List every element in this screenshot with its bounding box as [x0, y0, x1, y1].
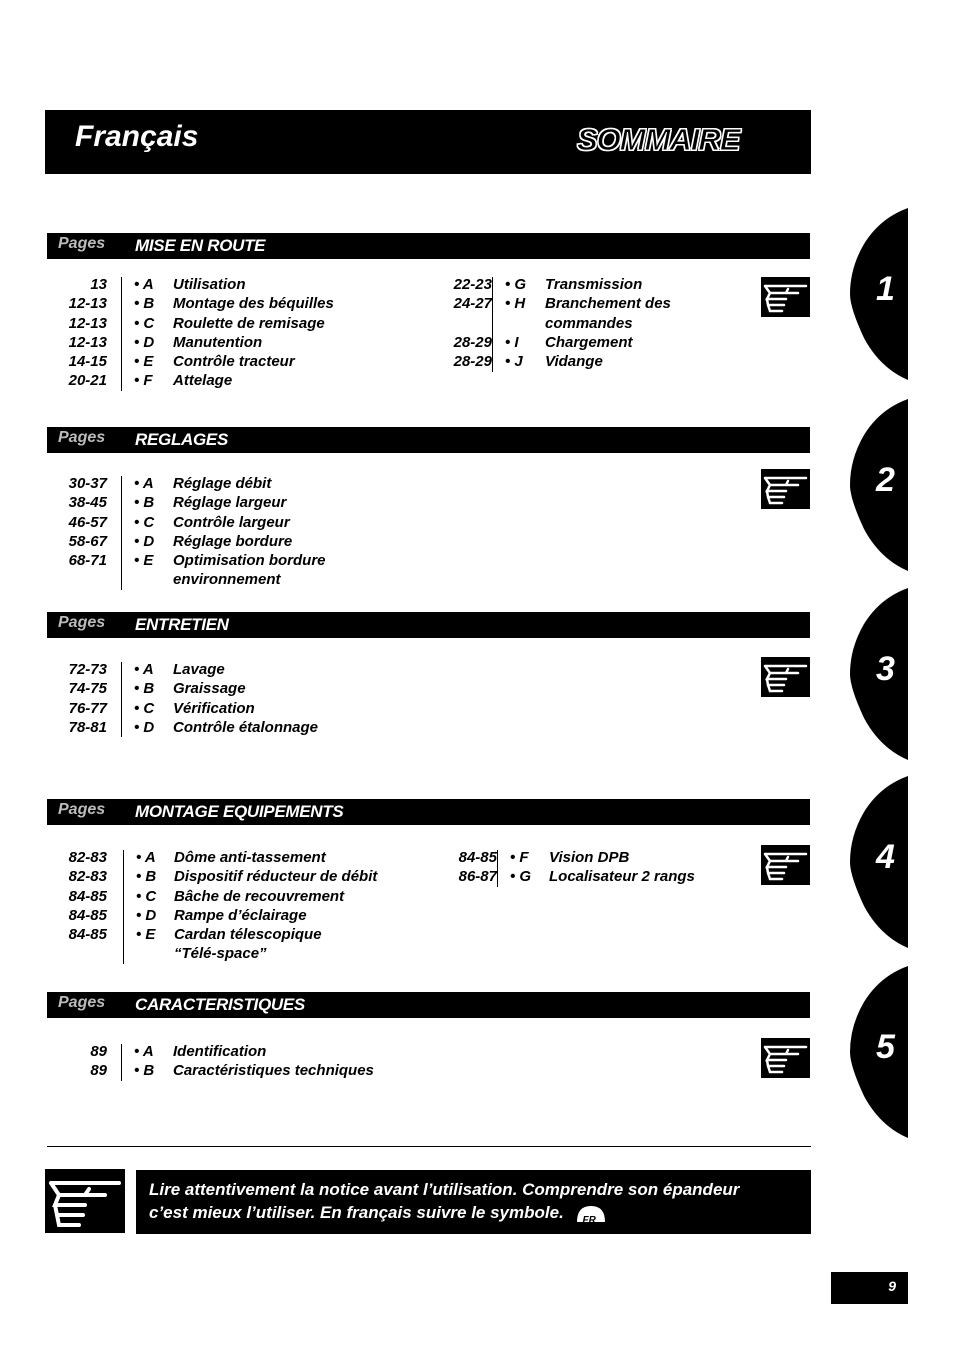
entry-pages	[45, 944, 107, 963]
entry-pages: 84-85	[68, 926, 107, 944]
entry-letter: • A	[136, 849, 156, 866]
column-divider	[121, 476, 122, 590]
notice-text	[149, 1178, 739, 1224]
entry-letter: • D	[134, 532, 155, 550]
section-title: CARACTERISTIQUES	[135, 995, 305, 1014]
chapter-tab-number: 4	[876, 838, 895, 876]
hand-pointer-icon	[761, 845, 810, 885]
entry-letter: • G	[505, 276, 527, 293]
chapter-tab	[850, 208, 908, 380]
header-banner	[45, 110, 811, 174]
column-divider	[123, 850, 124, 964]
hand-pointer-icon	[761, 277, 810, 317]
section-header	[47, 427, 810, 453]
chapter-tab	[850, 966, 908, 1138]
entry-label: Contrôle largeur	[173, 513, 290, 531]
pages-label: Pages	[58, 801, 106, 818]
right-letter-column	[505, 275, 545, 371]
entry-letter: • I	[505, 333, 519, 351]
entry-pages: 68-71	[68, 552, 107, 570]
entry-pages: 28-29	[453, 333, 492, 351]
entry-label: “Télé-space”	[174, 945, 267, 963]
entry-label: Transmission	[545, 276, 643, 293]
entry-letter: • B	[134, 1062, 155, 1080]
entry-label: Identification	[173, 1043, 267, 1060]
section-title: MONTAGE EQUIPEMENTS	[135, 802, 344, 821]
entry-label: Graissage	[173, 680, 246, 698]
left-letter-column	[134, 1042, 174, 1081]
hand-pointer-icon	[761, 469, 810, 509]
entry-label: Contrôle tracteur	[173, 353, 295, 371]
entry-letter: • B	[134, 295, 155, 313]
chapter-tab-number: 3	[876, 650, 895, 688]
column-divider	[497, 850, 498, 887]
entry-label: Manutention	[173, 333, 263, 351]
notice-box	[136, 1170, 811, 1234]
entry-letter: • A	[134, 1043, 154, 1060]
entry-label: Localisateur 2 rangs	[549, 868, 695, 886]
entry-letter: • C	[136, 887, 157, 905]
entry-label: Vision DPB	[549, 849, 630, 866]
entry-label: commandes	[545, 314, 633, 332]
entry-label: Bâche de recouvrement	[174, 887, 345, 905]
column-divider	[121, 1044, 122, 1081]
entry-pages: 86-87	[458, 868, 497, 886]
entry-label: Montage des béquilles	[173, 295, 334, 313]
entry-letter: • B	[136, 868, 157, 886]
entry-pages: 24-27	[453, 295, 492, 313]
entry-label: Branchement des	[545, 295, 671, 313]
entry-label: Dôme anti-tassement	[174, 849, 326, 866]
section-header	[47, 799, 810, 825]
fr-badge-icon: FR	[575, 1204, 607, 1224]
right-letter-column	[510, 848, 550, 887]
entry-pages: 82-83	[68, 868, 107, 886]
entry-pages: 46-57	[68, 513, 107, 531]
entry-letter: • D	[134, 718, 155, 736]
entry-letter: • C	[134, 513, 155, 531]
left-letter-column	[134, 474, 174, 590]
entry-pages: 20-21	[68, 372, 107, 390]
entry-letter: • C	[134, 699, 155, 717]
entry-label: Lavage	[173, 661, 225, 678]
entry-label: Roulette de remisage	[173, 314, 325, 332]
section-title: ENTRETIEN	[135, 615, 229, 634]
entry-label: Réglage largeur	[173, 494, 287, 512]
entry-label: Utilisation	[173, 276, 246, 293]
entry-label: Contrôle étalonnage	[173, 718, 319, 736]
entry-label: Réglage débit	[173, 475, 272, 492]
section-title: REGLAGES	[135, 430, 229, 449]
entry-letter: • A	[134, 276, 154, 293]
entry-letter: • A	[134, 661, 154, 678]
left-pages-column	[45, 1042, 107, 1081]
entry-pages: 30-37	[68, 475, 107, 492]
entry-pages: 89	[90, 1043, 107, 1060]
entry-pages: 76-77	[68, 699, 107, 717]
left-label-column	[173, 1042, 374, 1081]
entry-pages: 84-85	[458, 849, 497, 866]
chapter-tab-number: 5	[876, 1028, 895, 1066]
entry-pages: 13	[90, 276, 107, 293]
entry-label: Réglage bordure	[173, 532, 293, 550]
entry-label: environnement	[173, 571, 281, 589]
hand-pointer-icon	[761, 657, 810, 697]
left-label-column	[174, 848, 377, 964]
entry-letter	[136, 944, 176, 963]
entry-letter	[134, 570, 174, 589]
footer-divider	[47, 1146, 811, 1147]
entry-label: Optimisation bordure	[173, 552, 326, 570]
entry-pages: 82-83	[68, 849, 107, 866]
left-letter-column	[134, 660, 174, 737]
entry-letter: • D	[136, 906, 157, 924]
entry-label: Vidange	[545, 353, 603, 371]
left-label-column	[173, 275, 334, 391]
left-label-column	[173, 474, 326, 590]
column-divider	[121, 277, 122, 391]
entry-pages: 38-45	[68, 494, 107, 512]
left-letter-column	[136, 848, 176, 964]
left-pages-column	[45, 848, 107, 964]
right-pages-column	[435, 848, 497, 887]
left-pages-column	[45, 275, 107, 391]
left-label-column	[173, 660, 318, 737]
entry-pages: 12-13	[68, 314, 107, 332]
entry-letter: • J	[505, 353, 523, 371]
entry-letter: • D	[134, 333, 155, 351]
chapter-tab	[850, 399, 908, 571]
entry-label: Chargement	[545, 333, 633, 351]
entry-pages: 84-85	[68, 887, 107, 905]
chapter-tab-number: 1	[876, 270, 895, 308]
pages-label: Pages	[58, 614, 106, 631]
entry-pages: 74-75	[68, 680, 107, 698]
language-title: Français	[75, 120, 199, 153]
section-header	[47, 612, 810, 638]
chapter-tab	[850, 776, 908, 948]
column-divider	[121, 662, 122, 737]
left-letter-column	[134, 275, 174, 391]
entry-label: Dispositif réducteur de débit	[174, 868, 378, 886]
left-pages-column	[45, 474, 107, 590]
entry-pages: 78-81	[68, 718, 107, 736]
pages-label: Pages	[58, 994, 106, 1011]
entry-pages: 84-85	[68, 906, 107, 924]
entry-pages: 89	[90, 1062, 107, 1080]
right-label-column	[549, 848, 695, 887]
entry-letter: • E	[134, 552, 154, 570]
entry-letter: • E	[136, 926, 156, 944]
entry-pages: 12-13	[68, 333, 107, 351]
entry-letter: • B	[134, 680, 155, 698]
entry-pages: 12-13	[68, 295, 107, 313]
entry-letter: • G	[510, 868, 532, 886]
page-number-box	[831, 1272, 908, 1304]
right-label-column	[545, 275, 671, 371]
right-pages-column	[430, 275, 492, 371]
entry-letter: • H	[505, 295, 526, 313]
entry-letter	[505, 314, 545, 333]
entry-pages: 28-29	[453, 353, 492, 371]
entry-letter: • A	[134, 475, 154, 492]
entry-pages: 58-67	[68, 532, 107, 550]
column-divider	[492, 277, 493, 372]
notice-line-2: c’est mieux l’utiliser. En français suivre le symbole. FR	[149, 1201, 739, 1224]
left-pages-column	[45, 660, 107, 737]
section-header	[47, 233, 810, 259]
notice-line-1: Lire attentivement la notice avant l’utilisation. Comprendre son épandeur	[149, 1180, 740, 1199]
chapter-tab	[850, 588, 908, 760]
section-header	[47, 992, 810, 1018]
hand-pointer-icon	[45, 1169, 125, 1233]
hand-pointer-icon	[761, 1038, 810, 1078]
entry-label: Rampe d’éclairage	[174, 906, 307, 924]
entry-label: Caractéristiques techniques	[173, 1062, 374, 1080]
entry-letter: • C	[134, 314, 155, 332]
pages-label: Pages	[58, 429, 106, 446]
pages-label: Pages	[58, 235, 106, 252]
entry-letter: • E	[134, 353, 154, 371]
chapter-tab-number: 2	[876, 461, 895, 499]
entry-pages: 72-73	[68, 661, 107, 678]
entry-label: Vérification	[173, 699, 255, 717]
entry-letter: • F	[134, 372, 153, 390]
entry-label: Attelage	[173, 372, 233, 390]
page-title: SOMMAIRE	[577, 122, 740, 157]
entry-pages	[45, 570, 107, 589]
entry-pages	[430, 314, 492, 333]
entry-letter: • B	[134, 494, 155, 512]
entry-pages: 14-15	[68, 353, 107, 371]
section-title: MISE EN ROUTE	[135, 236, 266, 255]
entry-letter: • F	[510, 849, 529, 866]
entry-pages: 22-23	[453, 276, 492, 293]
page-number: 9	[888, 1278, 896, 1294]
entry-label: Cardan télescopique	[174, 926, 322, 944]
